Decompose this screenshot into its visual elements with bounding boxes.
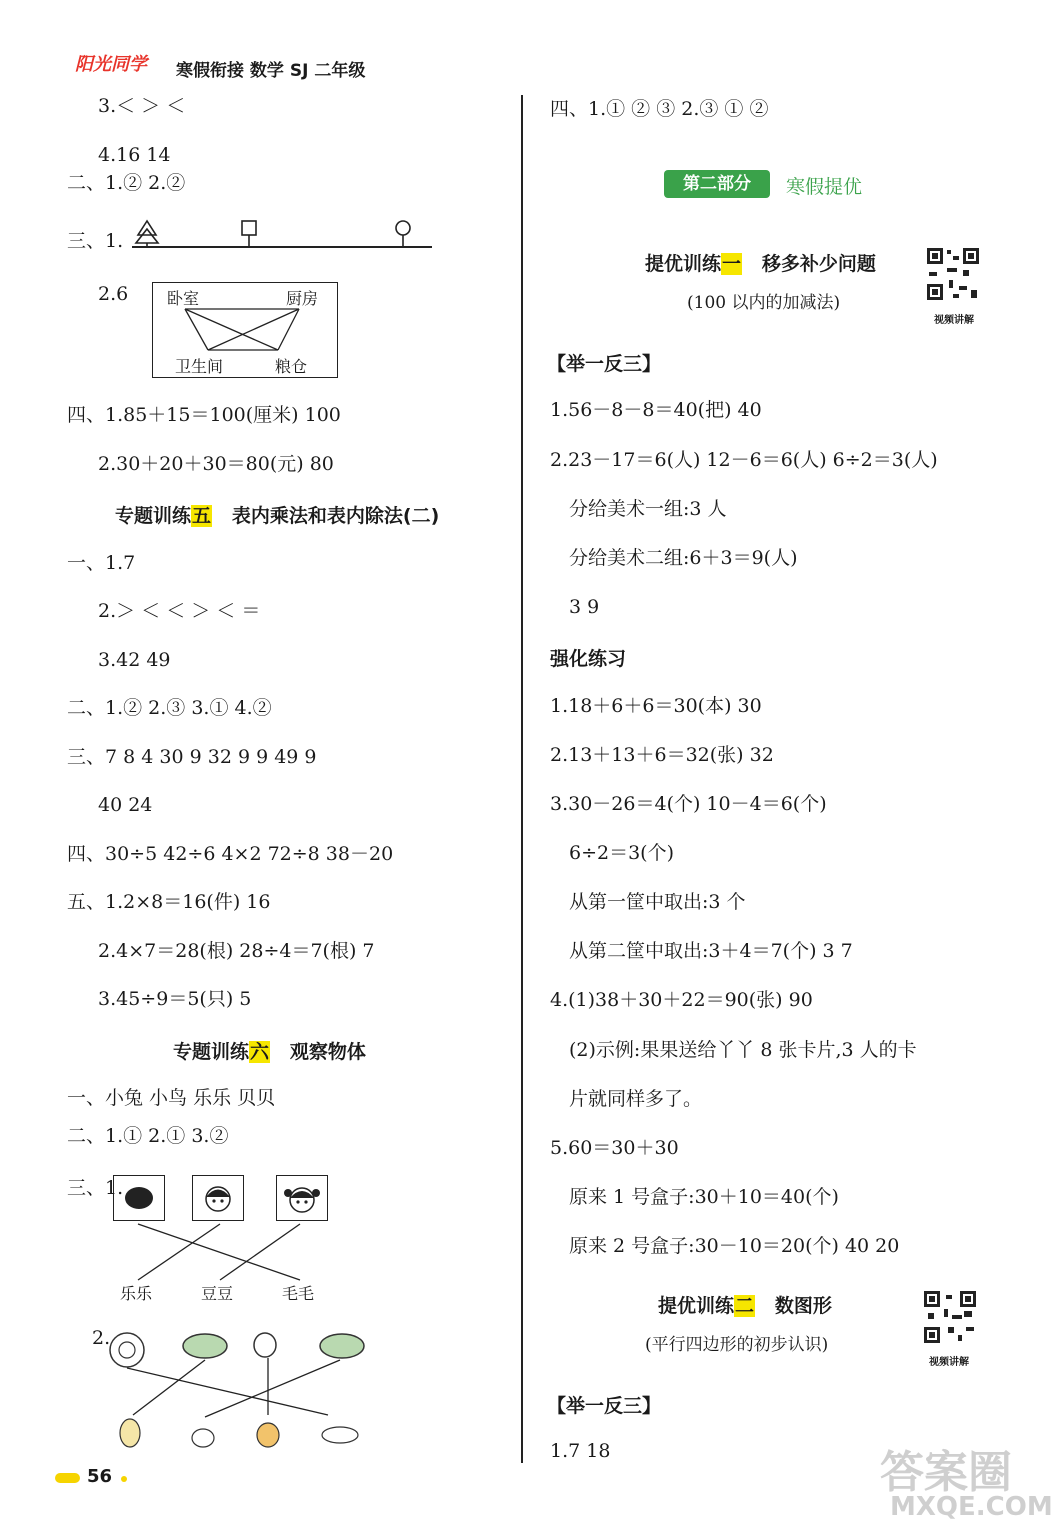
answer-line: 4.(1)38＋30＋22＝90(张) 90	[550, 989, 813, 1011]
answer-line: (2)示例:果果送给丫丫 8 张卡片,3 人的卡	[569, 1039, 917, 1061]
part-two-banner: 第二部分	[664, 170, 770, 198]
answer-line: 2.	[92, 1327, 111, 1349]
section-subtitle: (平行四边形的初步认识)	[645, 1335, 829, 1355]
page-dot	[121, 1476, 127, 1482]
answer-line: 2.30＋20＋30＝80(元) 80	[98, 453, 334, 475]
answer-line: 一、1.7	[67, 552, 136, 574]
rooms-diagram	[152, 282, 338, 378]
section-heading: 【举一反三】	[547, 353, 662, 375]
qr-code-icon[interactable]	[922, 1289, 978, 1345]
answer-line: 四、1.85＋15＝100(厘米) 100	[67, 404, 341, 426]
answer-line: 1.7 18	[550, 1440, 611, 1462]
monkey-icon	[257, 1423, 279, 1447]
answer-line: 2.13＋13＋6＝32(张) 32	[550, 744, 774, 766]
turtle-side-icon	[183, 1334, 227, 1358]
turtle-matching-diagram	[100, 1320, 390, 1460]
answer-line: 40 24	[98, 794, 153, 816]
answer-line: 3.＜ ＞ ＜	[98, 95, 186, 117]
page-number: 56	[87, 1466, 113, 1487]
answer-line: 片就同样多了。	[569, 1088, 703, 1110]
answer-line: 二、1.② 2.③ 3.① 4.②	[67, 697, 272, 719]
qr-caption: 视频讲解	[929, 1357, 969, 1368]
room-label-granary: 粮仓	[275, 357, 308, 376]
turtle-side-icon	[320, 1334, 364, 1358]
face-box	[113, 1175, 165, 1221]
tree-lower-icon	[136, 229, 158, 243]
answer-line: 一、小兔 小鸟 乐乐 贝贝	[67, 1087, 276, 1109]
answer-line: 分给美术一组:3 人	[569, 498, 727, 520]
section-title: 提优训练二 数图形	[658, 1295, 832, 1317]
answer-line: 2.4×7＝28(根) 28÷4＝7(根) 7	[98, 940, 375, 962]
answer-line: 2.6	[98, 283, 129, 305]
answer-line: 4.16 14	[98, 144, 171, 166]
lizard-icon	[322, 1427, 358, 1443]
name-label: 乐乐	[120, 1284, 153, 1303]
face-box	[192, 1175, 244, 1221]
answer-line: 从第二筐中取出:3＋4＝7(个) 3 7	[569, 940, 853, 962]
answer-line: 1.18＋6＋6＝30(本) 30	[550, 695, 762, 717]
head-back-icon	[125, 1187, 153, 1209]
answer-line: 3.42 49	[98, 649, 171, 671]
watermark-logo: 答案圈	[880, 1447, 1012, 1498]
answer-line: 1.56－8－8＝40(把) 40	[550, 399, 762, 421]
square-icon	[242, 221, 256, 235]
column-divider	[521, 95, 523, 1463]
position-diagram	[130, 215, 435, 255]
watermark-url: MXQE.COM	[890, 1492, 1053, 1522]
turtle-front-icon	[254, 1333, 276, 1357]
answer-line: 三、7 8 4 30 9 32 9 9 49 9	[67, 746, 317, 768]
animal-icon	[192, 1429, 214, 1447]
part-two-subtitle: 寒假提优	[786, 176, 863, 198]
brand-logo: 阳光同学	[75, 54, 147, 75]
section-subtitle: (100 以内的加减法)	[687, 293, 841, 313]
room-label-bedroom: 卧室	[167, 289, 200, 308]
answer-line: 原来 1 号盒子:30＋10＝40(个)	[569, 1186, 839, 1208]
section-title: 提优训练一 移多补少问题	[645, 253, 876, 275]
section-title: 专题训练六 观察物体	[173, 1041, 366, 1063]
answer-line: 3 9	[569, 596, 600, 618]
answer-line: 原来 2 号盒子:30－10＝20(个) 40 20	[569, 1235, 900, 1257]
room-label-kitchen: 厨房	[286, 289, 319, 308]
matching-lines	[110, 1222, 340, 1282]
name-label: 豆豆	[201, 1284, 234, 1303]
answer-line: 二、1.② 2.②	[67, 172, 186, 194]
answer-line: 五、1.2×8＝16(件) 16	[67, 891, 271, 913]
answer-line: 6÷2＝3(个)	[569, 842, 675, 864]
room-label-bathroom: 卫生间	[175, 357, 224, 376]
face-box	[276, 1175, 328, 1221]
answer-line: 5.60＝30＋30	[550, 1137, 679, 1159]
section-heading: 【举一反三】	[547, 1395, 662, 1417]
answer-line: 三、1.	[67, 230, 124, 252]
section-heading: 强化练习	[550, 648, 627, 670]
answer-line: 3.45÷9＝5(只) 5	[98, 988, 252, 1010]
answer-line: 四、30÷5 42÷6 4×2 72÷8 38－20	[67, 843, 394, 865]
child-icon	[120, 1419, 140, 1447]
header-title: 寒假衔接 数学 SJ 二年级	[176, 61, 366, 81]
answer-line: 三、1.	[67, 1177, 124, 1199]
name-label: 毛毛	[282, 1284, 315, 1303]
qr-caption: 视频讲解	[934, 315, 974, 326]
answer-line: 从第一筐中取出:3 个	[569, 891, 746, 913]
answer-line: 2.23－17＝6(人) 12－6＝6(人) 6÷2＝3(人)	[550, 449, 938, 471]
answer-line: 2.＞ ＜ ＜ ＞ ＜ ＝	[98, 600, 261, 622]
answer-line: 分给美术二组:6＋3＝9(人)	[569, 547, 798, 569]
page-marker	[55, 1473, 80, 1483]
qr-code-icon[interactable]	[925, 246, 981, 302]
answer-line: 二、1.① 2.① 3.②	[67, 1125, 229, 1147]
turtle-top-icon	[110, 1333, 144, 1367]
answer-line: 四、1.① ② ③ 2.③ ① ②	[550, 98, 769, 120]
section-title: 专题训练五 表内乘法和表内除法(二)	[115, 505, 440, 527]
answer-line: 3.30－26＝4(个) 10－4＝6(个)	[550, 793, 827, 815]
circle-icon	[396, 221, 410, 235]
